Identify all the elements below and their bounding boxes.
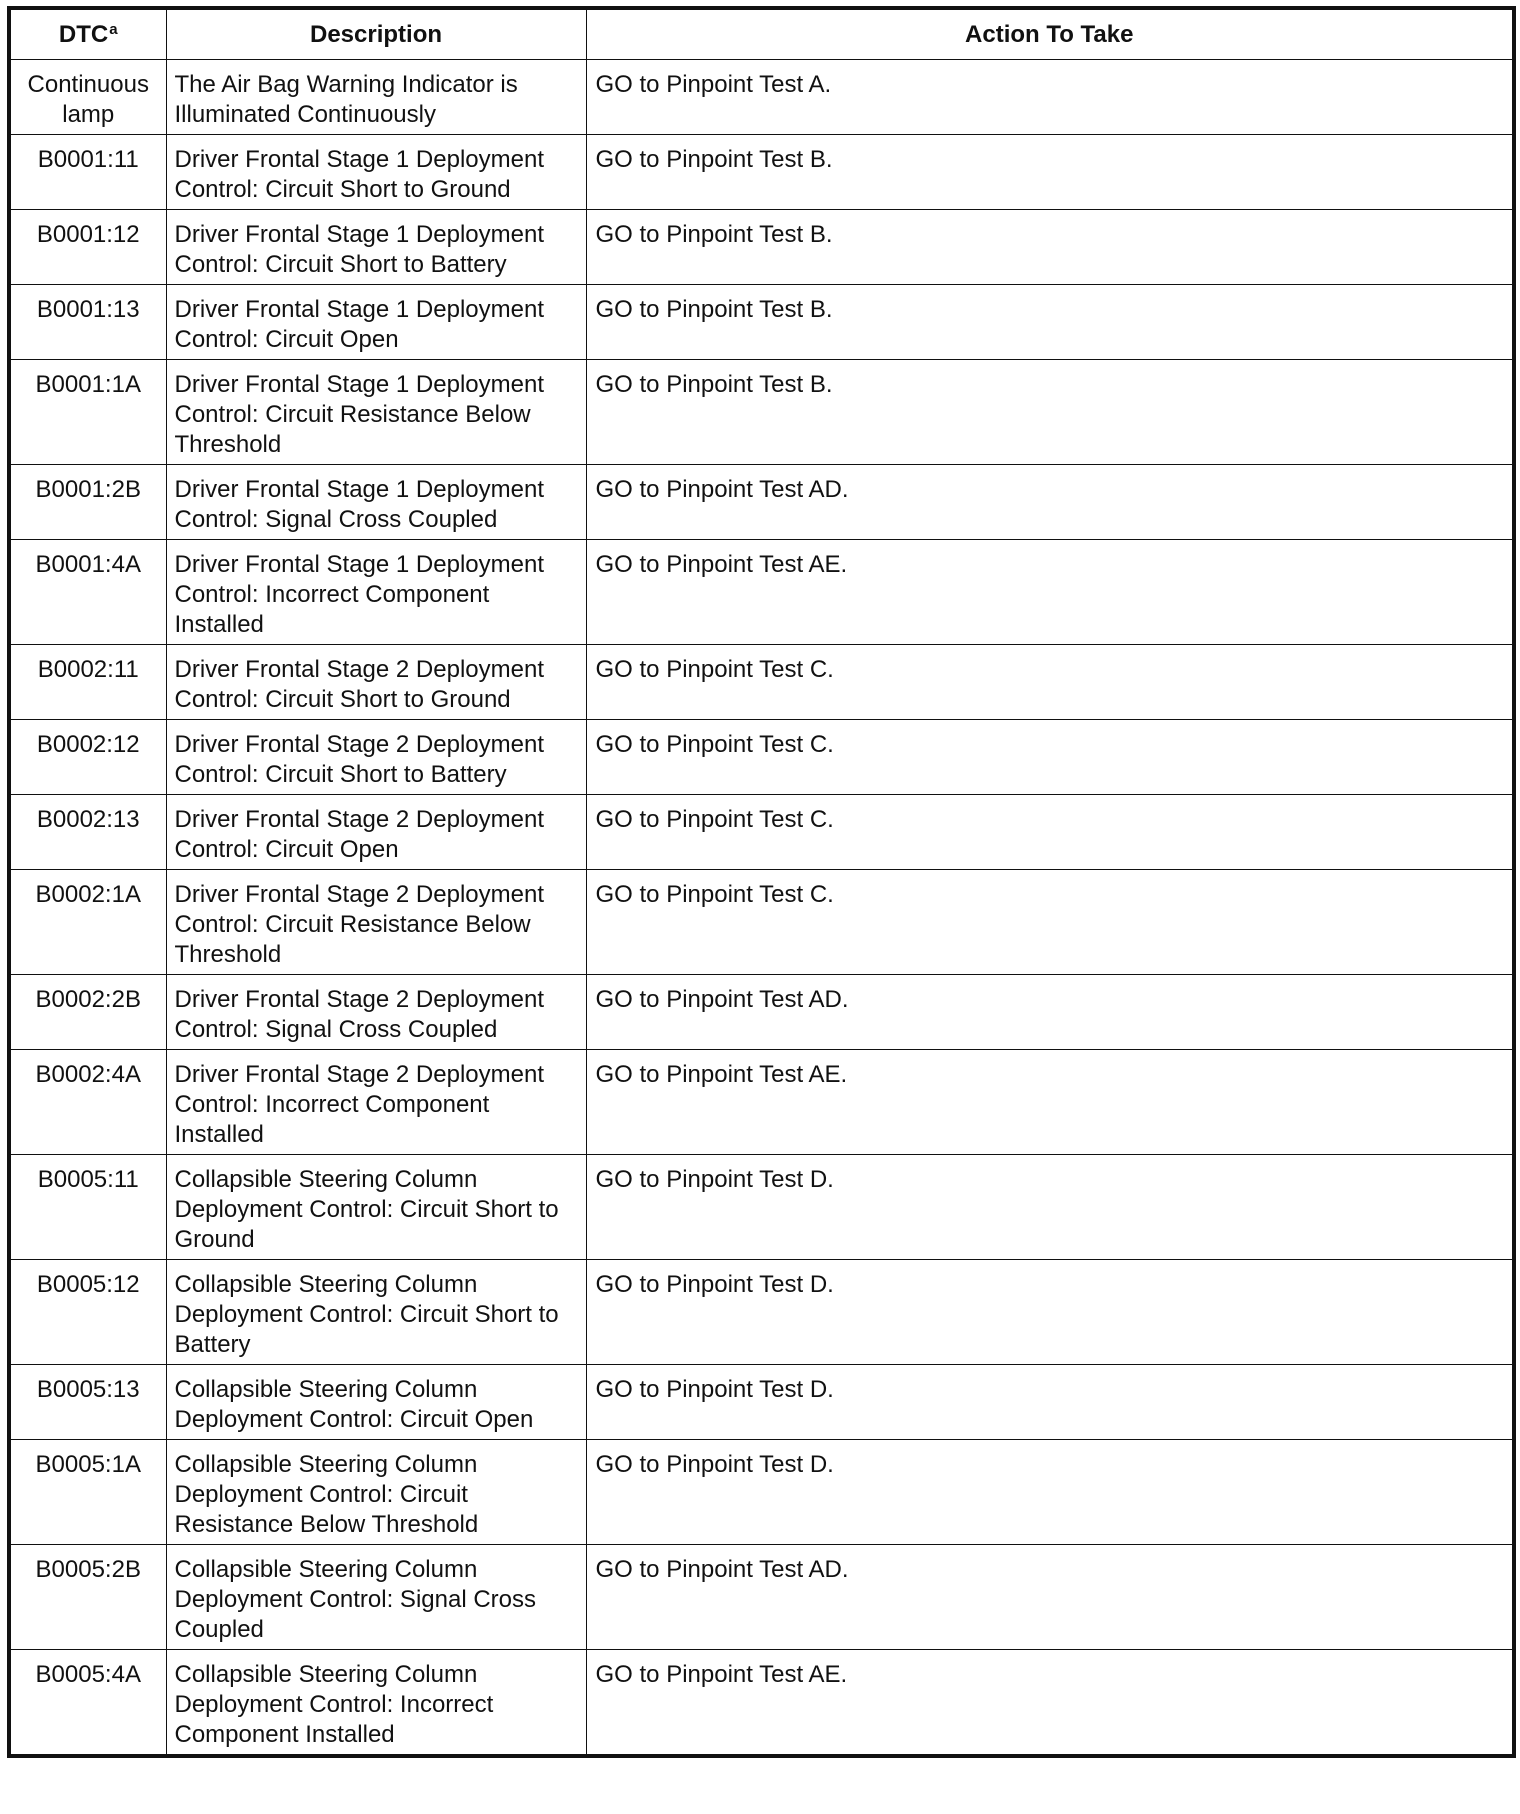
description-cell: Collapsible Steering Column Deployment Control: Incorrect Component Installed — [166, 1650, 586, 1757]
description-cell: Driver Frontal Stage 1 Deployment Control: Circuit Open — [166, 285, 586, 360]
action-cell: GO to Pinpoint Test B. — [586, 210, 1514, 285]
dtc-code: B0005:12 — [9, 1260, 166, 1365]
table-row — [9, 285, 1514, 360]
dtc-code: B0005:13 — [9, 1365, 166, 1440]
action-cell: GO to Pinpoint Test B. — [586, 135, 1514, 210]
dtc-code: B0002:13 — [9, 795, 166, 870]
description-cell: Driver Frontal Stage 2 Deployment Control: Circuit Resistance Below Threshold — [166, 870, 586, 975]
action-cell: GO to Pinpoint Test AE. — [586, 1050, 1514, 1155]
dtc-code: B0005:4A — [9, 1650, 166, 1757]
footnote-mark: a — [109, 20, 118, 38]
action-cell: GO to Pinpoint Test C. — [586, 870, 1514, 975]
table-row — [9, 1650, 1514, 1757]
dtc-code: B0001:1A — [9, 360, 166, 465]
table-row — [9, 1155, 1514, 1260]
header-action: Action To Take — [586, 8, 1514, 60]
dtc-code: B0005:1A — [9, 1440, 166, 1545]
dtc-code: B0001:13 — [9, 285, 166, 360]
action-cell: GO to Pinpoint Test B. — [586, 360, 1514, 465]
action-cell: GO to Pinpoint Test AE. — [586, 1650, 1514, 1757]
table-row — [9, 1440, 1514, 1545]
description-cell: Driver Frontal Stage 1 Deployment Control: Signal Cross Coupled — [166, 465, 586, 540]
table-row — [9, 1365, 1514, 1440]
action-cell: GO to Pinpoint Test AE. — [586, 540, 1514, 645]
dtc-code: B0001:11 — [9, 135, 166, 210]
table-row — [9, 795, 1514, 870]
dtc-code: B0001:12 — [9, 210, 166, 285]
description-cell: Driver Frontal Stage 2 Deployment Control: Signal Cross Coupled — [166, 975, 586, 1050]
description-cell: Driver Frontal Stage 2 Deployment Control: Circuit Open — [166, 795, 586, 870]
table-row — [9, 465, 1514, 540]
description-cell: Driver Frontal Stage 1 Deployment Control: Circuit Short to Ground — [166, 135, 586, 210]
table-row — [9, 135, 1514, 210]
description-cell: Driver Frontal Stage 2 Deployment Control: Incorrect Component Installed — [166, 1050, 586, 1155]
dtc-code: B0005:2B — [9, 1545, 166, 1650]
dtc-code: B0002:11 — [9, 645, 166, 720]
table-row — [9, 1260, 1514, 1365]
table-row — [9, 1050, 1514, 1155]
action-cell: GO to Pinpoint Test D. — [586, 1260, 1514, 1365]
table-row — [9, 360, 1514, 465]
description-cell: Driver Frontal Stage 1 Deployment Control: Circuit Resistance Below Threshold — [166, 360, 586, 465]
table-row — [9, 975, 1514, 1050]
action-cell: GO to Pinpoint Test D. — [586, 1440, 1514, 1545]
action-cell: GO to Pinpoint Test A. — [586, 60, 1514, 135]
action-cell: GO to Pinpoint Test B. — [586, 285, 1514, 360]
header-dtc-label: DTC — [58, 20, 109, 48]
action-cell: GO to Pinpoint Test C. — [586, 645, 1514, 720]
table-row — [9, 720, 1514, 795]
table-row — [9, 60, 1514, 135]
table-row — [9, 210, 1514, 285]
header-description: Description — [166, 8, 586, 60]
table-row — [9, 645, 1514, 720]
action-cell: GO to Pinpoint Test D. — [586, 1155, 1514, 1260]
dtc-code: B0002:4A — [9, 1050, 166, 1155]
action-cell: GO to Pinpoint Test AD. — [586, 1545, 1514, 1650]
description-cell: Collapsible Steering Column Deployment Control: Circuit Open — [166, 1365, 586, 1440]
description-cell: Collapsible Steering Column Deployment Control: Circuit Short to Battery — [166, 1260, 586, 1365]
description-cell: Driver Frontal Stage 1 Deployment Control: Circuit Short to Battery — [166, 210, 586, 285]
table-body — [9, 60, 1514, 1757]
table-row — [9, 1545, 1514, 1650]
description-cell: Collapsible Steering Column Deployment Control: Signal Cross Coupled — [166, 1545, 586, 1650]
description-cell: Driver Frontal Stage 2 Deployment Control: Circuit Short to Battery — [166, 720, 586, 795]
dtc-table — [7, 6, 1516, 1758]
dtc-code: Continuous lamp — [9, 60, 166, 135]
dtc-code: B0002:2B — [9, 975, 166, 1050]
header-row — [9, 8, 1514, 60]
table-header — [9, 8, 1514, 60]
dtc-code: B0002:1A — [9, 870, 166, 975]
table-row — [9, 540, 1514, 645]
description-cell: Collapsible Steering Column Deployment Control: Circuit Short to Ground — [166, 1155, 586, 1260]
dtc-code: B0001:4A — [9, 540, 166, 645]
action-cell: GO to Pinpoint Test C. — [586, 795, 1514, 870]
description-cell: The Air Bag Warning Indicator is Illuminated Continuously — [166, 60, 586, 135]
action-cell: GO to Pinpoint Test C. — [586, 720, 1514, 795]
dtc-code: B0002:12 — [9, 720, 166, 795]
description-cell: Driver Frontal Stage 1 Deployment Control: Incorrect Component Installed — [166, 540, 586, 645]
dtc-code: B0005:11 — [9, 1155, 166, 1260]
action-cell: GO to Pinpoint Test AD. — [586, 465, 1514, 540]
header-dtc — [9, 8, 166, 60]
table-row — [9, 870, 1514, 975]
description-cell: Driver Frontal Stage 2 Deployment Control: Circuit Short to Ground — [166, 645, 586, 720]
description-cell: Collapsible Steering Column Deployment Control: Circuit Resistance Below Threshold — [166, 1440, 586, 1545]
action-cell: GO to Pinpoint Test AD. — [586, 975, 1514, 1050]
action-cell: GO to Pinpoint Test D. — [586, 1365, 1514, 1440]
dtc-code: B0001:2B — [9, 465, 166, 540]
